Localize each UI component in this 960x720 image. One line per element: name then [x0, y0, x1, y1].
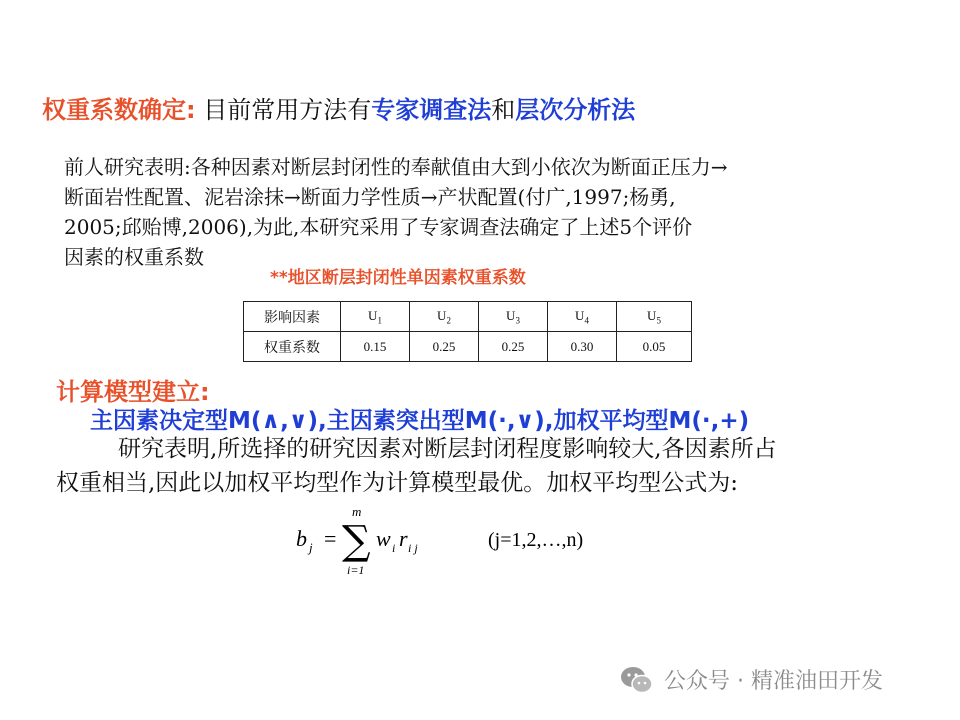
sum-upper-limit: m — [352, 504, 362, 519]
column-header: $U_2$ — [410, 302, 479, 332]
weight-cell: 0.05 — [617, 332, 692, 362]
weight-cell: 0.30 — [548, 332, 617, 362]
weighted-average-formula — [292, 502, 672, 582]
method-expert-survey: 专家调查法 — [371, 96, 492, 124]
model-heading: 计算模型建立: — [56, 378, 210, 406]
formula-lhs: b — [296, 526, 307, 551]
formula-r-subscript: i j — [408, 541, 418, 555]
column-header: $U_4$ — [548, 302, 617, 332]
research-paragraph — [64, 152, 904, 272]
weight-heading-text: 目前常用方法有 — [203, 96, 372, 124]
watermark — [620, 664, 883, 695]
weight-heading — [42, 92, 635, 128]
weight-table — [243, 301, 692, 362]
wechat-icon — [620, 665, 654, 695]
row-header-weight: 权重系数 — [244, 332, 341, 362]
weight-cell: 0.25 — [479, 332, 548, 362]
model-paragraph — [56, 432, 936, 500]
weight-heading-label: 权重系数确定: — [42, 96, 196, 124]
paragraph-line: 前人研究表明:各种因素对断层封闭性的奉献值由大到小依次为断面正压力→ — [64, 155, 728, 179]
formula-lhs-subscript: j — [309, 540, 313, 555]
paragraph-line: 2005;邱贻博,2006),为此,本研究采用了专家调查法确定了上述5个评价 — [64, 215, 693, 239]
method-ahp: 层次分析法 — [515, 96, 636, 124]
row-header-factor: 影响因素 — [244, 302, 341, 332]
table-caption: **地区断层封闭性单因素权重系数 — [270, 268, 526, 288]
formula-range: (j=1,2,…,n) — [488, 529, 584, 551]
column-header: $U_5$ — [617, 302, 692, 332]
formula-weight-subscript: i — [392, 541, 396, 555]
model-types: 主因素决定型M(∧,∨),主因素突出型M(·,∨),加权平均型M(·,+) — [90, 408, 750, 434]
paragraph-line: 断面岩性配置、泥岩涂抹→断面力学性质→产状配置(付广,1997;杨勇, — [64, 185, 676, 209]
formula-weight: w — [376, 526, 391, 551]
paragraph-line: 因素的权重系数 — [64, 245, 204, 269]
paragraph-line: 权重相当,因此以加权平均型作为计算模型最优。加权平均型公式为: — [56, 470, 739, 496]
paragraph-line: 研究表明,所选择的研究因素对断层封闭程度影响较大,各因素所占 — [118, 436, 777, 462]
formula-r: r — [399, 526, 408, 551]
watermark-text: 公众号 · 精准油田开发 — [664, 669, 883, 694]
weight-cell: 0.25 — [410, 332, 479, 362]
weight-cell: 0.15 — [341, 332, 410, 362]
sum-lower-limit: i=1 — [347, 563, 365, 577]
formula-equals: = — [324, 526, 337, 551]
column-header: $U_3$ — [479, 302, 548, 332]
table-row — [244, 332, 692, 362]
column-header: $U_1$ — [341, 302, 410, 332]
sum-symbol: ∑ — [342, 518, 371, 564]
table-row — [244, 302, 692, 332]
heading-conjunction: 和 — [491, 96, 516, 124]
